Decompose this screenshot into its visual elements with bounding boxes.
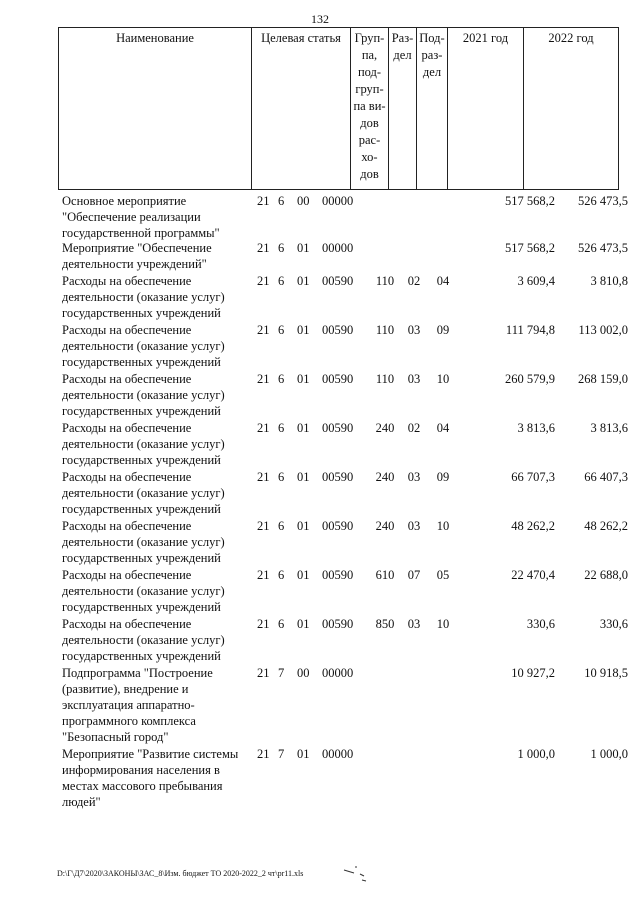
handwritten-mark-icon xyxy=(342,862,372,884)
header-section: Раз- дел xyxy=(389,28,417,190)
row-name: Расходы на обеспечение деятельности (оказание услуг) государственных учреждений xyxy=(62,421,225,467)
row-program: 21 xyxy=(257,747,270,761)
row-name: Подпрограмма "Построение (развитие), внедрение и эксплуатация аппаратно-программного комплекса "Безопасный город" xyxy=(62,666,213,744)
row-subprogram: 6 xyxy=(278,421,285,435)
header-name: Наименование xyxy=(59,28,252,190)
row-direction: 00590 xyxy=(322,274,354,288)
row-main-event: 01 xyxy=(297,274,310,288)
row-name: Расходы на обеспечение деятельности (оказание услуг) государственных учреждений xyxy=(62,519,225,565)
table-row xyxy=(58,665,628,746)
row-amount-2022: 3 813,6 xyxy=(590,421,628,435)
row-amount-2021: 260 579,9 xyxy=(505,372,555,386)
row-program: 21 xyxy=(257,274,270,288)
row-section: 03 xyxy=(407,372,421,386)
row-main-event: 01 xyxy=(297,519,310,533)
row-section: 03 xyxy=(407,470,421,484)
row-main-event: 01 xyxy=(297,617,310,631)
row-expense-group: 110 xyxy=(375,323,395,337)
row-main-event: 01 xyxy=(297,568,310,582)
header-subsection: Под- раз- дел xyxy=(417,28,448,190)
row-direction: 00590 xyxy=(322,372,354,386)
row-program: 21 xyxy=(257,323,270,337)
row-direction: 00590 xyxy=(322,617,354,631)
table-row xyxy=(58,746,628,811)
row-subprogram: 6 xyxy=(278,519,285,533)
row-main-event: 01 xyxy=(297,372,310,386)
row-amount-2021: 3 813,6 xyxy=(517,421,555,435)
row-section: 02 xyxy=(407,421,421,435)
row-program: 21 xyxy=(257,666,270,680)
row-subprogram: 6 xyxy=(278,568,285,582)
row-main-event: 00 xyxy=(297,666,310,680)
row-amount-2021: 1 000,0 xyxy=(517,747,555,761)
row-main-event: 01 xyxy=(297,470,310,484)
row-subprogram: 6 xyxy=(278,470,285,484)
row-name: Расходы на обеспечение деятельности (оказание услуг) государственных учреждений xyxy=(62,274,225,320)
row-program: 21 xyxy=(257,194,270,208)
row-main-event: 00 xyxy=(297,194,310,208)
row-amount-2021: 66 707,3 xyxy=(511,470,555,484)
row-main-event: 01 xyxy=(297,323,310,337)
row-direction: 00590 xyxy=(322,568,354,582)
row-amount-2021: 22 470,4 xyxy=(511,568,555,582)
row-name: Мероприятие "Обеспечение деятельности учреждений" xyxy=(62,241,212,271)
row-direction: 00000 xyxy=(322,241,354,255)
row-main-event: 01 xyxy=(297,241,310,255)
row-amount-2022: 330,6 xyxy=(599,617,628,631)
header-target: Целевая статья xyxy=(252,28,351,190)
row-subsection: 10 xyxy=(436,372,450,386)
row-direction: 00590 xyxy=(322,470,354,484)
footer-file-path: D:\Г\Д7\2020\ЗАКОНЫ\ЗАС_8\Изм. бюджет ТО 2020-2022_2 чт\pr11.xls xyxy=(57,869,304,878)
row-subprogram: 6 xyxy=(278,323,285,337)
row-subsection: 05 xyxy=(436,568,450,582)
header-group: Груп- па, под- груп- па ви- дов рас- хо- дов xyxy=(351,28,389,190)
row-subprogram: 7 xyxy=(278,747,285,761)
row-program: 21 xyxy=(257,372,270,386)
row-direction: 00590 xyxy=(322,519,354,533)
table-header xyxy=(58,27,619,190)
row-name: Расходы на обеспечение деятельности (оказание услуг) государственных учреждений xyxy=(62,617,225,663)
row-name: Основное мероприятие "Обеспечение реализации государственной программы" xyxy=(62,194,220,240)
row-amount-2022: 48 262,2 xyxy=(584,519,628,533)
row-subprogram: 7 xyxy=(278,666,285,680)
row-subprogram: 6 xyxy=(278,194,285,208)
row-section: 03 xyxy=(407,617,421,631)
row-subsection: 09 xyxy=(436,470,450,484)
row-amount-2021: 111 794,8 xyxy=(505,323,555,337)
row-direction: 00590 xyxy=(322,323,354,337)
row-section: 07 xyxy=(407,568,421,582)
row-name: Расходы на обеспечение деятельности (оказание услуг) государственных учреждений xyxy=(62,470,225,516)
row-main-event: 01 xyxy=(297,421,310,435)
header-year-2022: 2022 год xyxy=(524,28,619,190)
page-number: 132 xyxy=(311,12,329,26)
row-name: Расходы на обеспечение деятельности (оказание услуг) государственных учреждений xyxy=(62,372,225,418)
row-subprogram: 6 xyxy=(278,617,285,631)
row-main-event: 01 xyxy=(297,747,310,761)
row-amount-2021: 10 927,2 xyxy=(511,666,555,680)
row-section: 02 xyxy=(407,274,421,288)
row-name: Мероприятие "Развитие системы информирования населения в местах массового пребывания людей" xyxy=(62,747,239,809)
row-subsection: 04 xyxy=(436,421,450,435)
row-amount-2022: 268 159,0 xyxy=(578,372,628,386)
row-amount-2022: 526 473,5 xyxy=(578,241,628,255)
row-direction: 00000 xyxy=(322,194,354,208)
row-amount-2021: 517 568,2 xyxy=(505,241,555,255)
row-amount-2022: 10 918,5 xyxy=(584,666,628,680)
row-name: Расходы на обеспечение деятельности (оказание услуг) государственных учреждений xyxy=(62,323,225,369)
row-section: 03 xyxy=(407,519,421,533)
row-expense-group: 240 xyxy=(375,470,395,484)
row-amount-2022: 3 810,8 xyxy=(590,274,628,288)
row-amount-2022: 66 407,3 xyxy=(584,470,628,484)
row-program: 21 xyxy=(257,617,270,631)
table-row xyxy=(58,469,628,518)
row-program: 21 xyxy=(257,519,270,533)
row-subprogram: 6 xyxy=(278,372,285,386)
table-row xyxy=(58,420,628,469)
table-row xyxy=(58,193,628,240)
row-subsection: 10 xyxy=(436,617,450,631)
row-amount-2022: 1 000,0 xyxy=(590,747,628,761)
table-row xyxy=(58,240,628,273)
row-amount-2022: 526 473,5 xyxy=(578,194,628,208)
row-subsection: 09 xyxy=(436,323,450,337)
row-section: 03 xyxy=(407,323,421,337)
row-program: 21 xyxy=(257,241,270,255)
row-subsection: 10 xyxy=(436,519,450,533)
row-direction: 00590 xyxy=(322,421,354,435)
row-subprogram: 6 xyxy=(278,274,285,288)
row-subprogram: 6 xyxy=(278,241,285,255)
row-amount-2021: 3 609,4 xyxy=(517,274,555,288)
row-expense-group: 850 xyxy=(375,617,395,631)
table-body xyxy=(58,193,628,811)
table-row xyxy=(58,371,628,420)
row-amount-2021: 517 568,2 xyxy=(505,194,555,208)
row-expense-group: 110 xyxy=(375,274,395,288)
row-program: 21 xyxy=(257,421,270,435)
row-expense-group: 110 xyxy=(375,372,395,386)
table-row xyxy=(58,616,628,665)
row-amount-2022: 22 688,0 xyxy=(584,568,628,582)
row-program: 21 xyxy=(257,470,270,484)
table-row xyxy=(58,322,628,371)
header-year-2021: 2021 год xyxy=(448,28,524,190)
row-subsection: 04 xyxy=(436,274,450,288)
row-expense-group: 240 xyxy=(375,421,395,435)
table-row xyxy=(58,567,628,616)
row-amount-2022: 113 002,0 xyxy=(578,323,628,337)
row-amount-2021: 330,6 xyxy=(526,617,555,631)
row-name: Расходы на обеспечение деятельности (оказание услуг) государственных учреждений xyxy=(62,568,225,614)
row-program: 21 xyxy=(257,568,270,582)
row-expense-group: 610 xyxy=(375,568,395,582)
table-row xyxy=(58,518,628,567)
row-direction: 00000 xyxy=(322,666,354,680)
table-row xyxy=(58,273,628,322)
row-amount-2021: 48 262,2 xyxy=(511,519,555,533)
row-expense-group: 240 xyxy=(375,519,395,533)
row-direction: 00000 xyxy=(322,747,354,761)
